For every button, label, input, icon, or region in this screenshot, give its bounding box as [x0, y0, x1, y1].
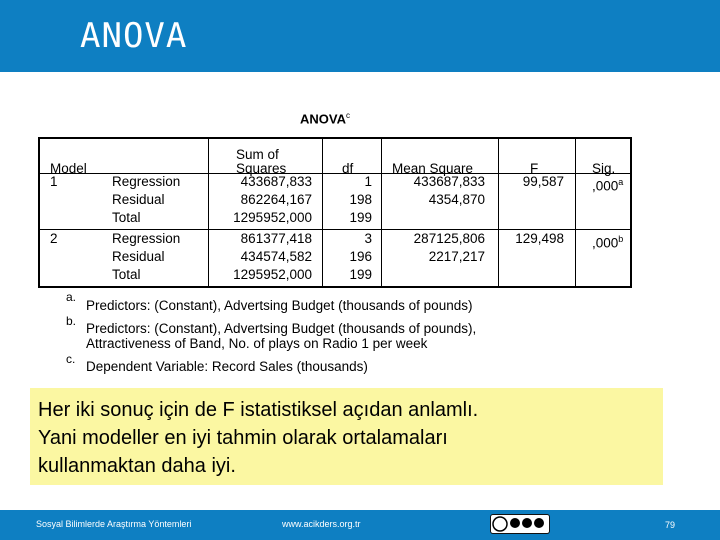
header-mean-square: Mean Square — [392, 161, 474, 176]
table-caption-text: ANOVA — [300, 111, 346, 127]
model-2-regression-label: Regression — [112, 231, 181, 246]
footer-url[interactable]: www.acikders.org.tr — [282, 519, 361, 529]
header-f: F — [530, 161, 539, 176]
title-bar — [0, 0, 720, 72]
conclusion-line-1: Her iki sonuç için de F istatistiksel açıdan anlamlı. — [38, 399, 479, 421]
table-caption — [300, 111, 370, 126]
model-2-regression-ss: 861377,418 — [240, 231, 312, 246]
footnote-a-text: Predictors: (Constant), Advertsing Budget (thousands of pounds) — [86, 298, 473, 313]
model-1-sig-sup: a — [618, 177, 624, 187]
col-divider — [322, 139, 323, 286]
model-1-residual-ms: 4354,870 — [428, 192, 485, 207]
creative-commons-icon-svg — [490, 514, 550, 534]
model-2-residual-label: Residual — [112, 249, 165, 264]
model-1-residual-label: Residual — [112, 192, 165, 207]
model-1-total-ss: 1295952,000 — [233, 210, 312, 225]
model-1-residual-ss: 862264,167 — [240, 192, 312, 207]
model-2-residual-ss: 434574,582 — [240, 249, 312, 264]
model-1-regression-label: Regression — [112, 174, 181, 189]
conclusion-box — [30, 388, 663, 485]
conclusion-line-2: Yani modeller en iyi tahmin olarak ortalamaları — [38, 427, 448, 449]
creative-commons-icon — [490, 514, 550, 534]
row-divider — [40, 229, 630, 230]
model-2-sig-value: ,000 — [592, 235, 619, 251]
header-ss-line1: Sum of — [236, 147, 279, 162]
footnote-c-letter: c. — [66, 352, 76, 366]
table-caption-sup: c — [345, 111, 350, 120]
model-1-number: 1 — [50, 174, 58, 189]
model-1-regression-sig — [592, 174, 623, 195]
footnote-c-text: Dependent Variable: Record Sales (thousands) — [86, 359, 368, 374]
model-1-regression-f: 99,587 — [522, 174, 564, 189]
footer-course: Sosyal Bilimlerde Araştırma Yöntemleri — [36, 519, 192, 529]
header-df: df — [342, 161, 354, 176]
model-1-sig-value: ,000 — [592, 178, 619, 194]
page-number: 79 — [665, 520, 676, 530]
model-2-regression-f: 129,498 — [515, 231, 564, 246]
footnote-b-letter: b. — [66, 314, 77, 328]
anova-table — [38, 137, 632, 288]
col-divider — [575, 139, 576, 286]
model-2-regression-df: 3 — [364, 231, 372, 246]
col-divider — [208, 139, 209, 286]
model-2-residual-df: 196 — [349, 249, 372, 264]
model-1-total-label: Total — [112, 210, 141, 225]
header-sig: Sig. — [592, 161, 616, 176]
header-model: Model — [50, 161, 87, 176]
conclusion-line-3: kullanmaktan daha iyi. — [38, 455, 236, 477]
model-2-number: 2 — [50, 231, 58, 246]
model-1-regression-ss: 433687,833 — [240, 174, 312, 189]
slide-title: ANOVA — [80, 16, 188, 56]
model-2-sig-sup: b — [618, 234, 624, 244]
model-1-regression-ms: 433687,833 — [413, 174, 485, 189]
model-1-total-df: 199 — [349, 210, 372, 225]
header-ss-line2: Squares — [236, 161, 287, 176]
col-divider — [498, 139, 499, 286]
model-2-total-df: 199 — [349, 267, 372, 282]
col-divider — [381, 139, 382, 286]
footnote-b-text-line1: Predictors: (Constant), Advertsing Budget (thousands of pounds), — [86, 321, 477, 336]
footnote-b-text-line2: Attractiveness of Band, No. of plays on Radio 1 per week — [86, 336, 428, 351]
model-1-residual-df: 198 — [349, 192, 372, 207]
model-1-regression-df: 1 — [364, 174, 372, 189]
model-2-regression-ms: 287125,806 — [413, 231, 485, 246]
model-2-total-ss: 1295952,000 — [233, 267, 312, 282]
conclusion-text — [38, 396, 653, 480]
footnote-a-letter: a. — [66, 290, 77, 304]
model-2-residual-ms: 2217,217 — [428, 249, 485, 264]
model-2-total-label: Total — [112, 267, 141, 282]
model-2-regression-sig — [592, 231, 623, 252]
